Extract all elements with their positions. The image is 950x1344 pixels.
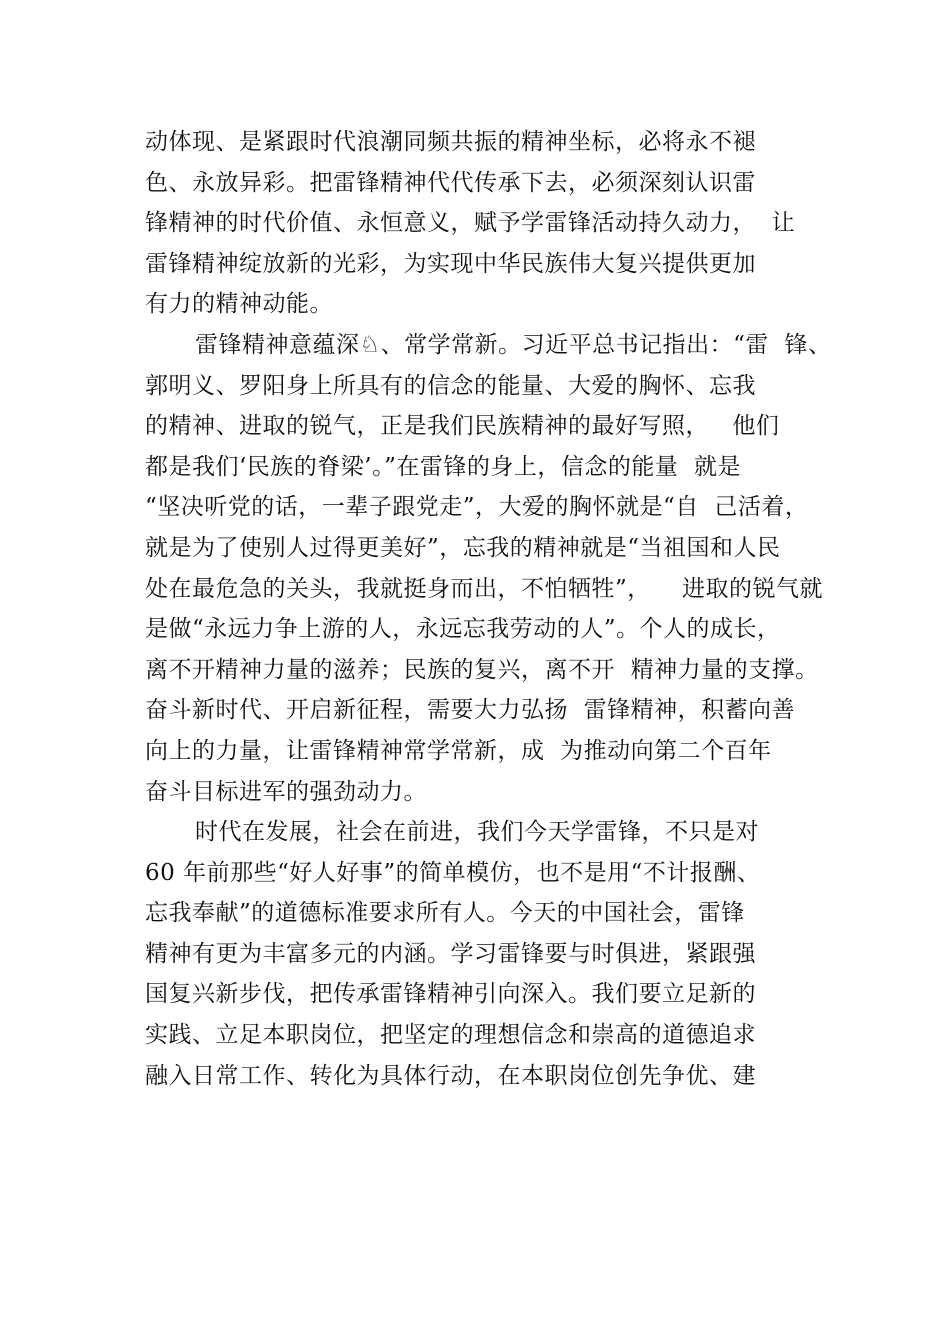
paragraph-1 bbox=[145, 122, 845, 325]
text-line: 忘我奉献”的道德标准要求所有人。今天的中国社会，雷锋 bbox=[145, 900, 745, 927]
text-line: 国复兴新步伐，把传承雷锋精神引向深入。我们要立足新的 bbox=[145, 981, 756, 1008]
text-line: 是做“永远力争上游的人，永远忘我劳动的人”。个人的成长， bbox=[145, 616, 781, 643]
text-line: 60 年前那些“好人好事”的简单模仿，也不是用“不计报酬、 bbox=[145, 859, 761, 886]
text-line: 精神有更为丰富多元的内涵。学习雷锋要与时俱进，紧跟强 bbox=[145, 940, 756, 967]
text-line: 郭明义、罗阳身上所具有的信念的能量、大爱的胸怀、忘我 bbox=[145, 372, 756, 399]
text-line: 实践、立足本职岗位，把坚定的理想信念和崇高的道德追求 bbox=[145, 1022, 756, 1049]
text-line: “坚决听党的话，一辈子跟党走”，大爱的胸怀就是“自 己活着， bbox=[145, 494, 809, 521]
text-line: 奋斗目标进军的强劲动力。 bbox=[145, 778, 427, 805]
text-line: 锋精神的时代价值、永恒意义，赋予学雷锋活动持久动力， 让 bbox=[145, 210, 796, 237]
broken-glyph: ♘ bbox=[359, 331, 381, 358]
text-line: 融入日常工作、转化为具体行动，在本职岗位创先争优、建 bbox=[145, 1062, 756, 1089]
text-line: 雷锋精神绽放新的光彩，为实现中华民族伟大复兴提供更加 bbox=[145, 250, 756, 277]
text-line: 都是我们‘民族的脊梁’。”在雷锋的身上，信念的能量 就是 bbox=[145, 453, 742, 480]
text-line: 就是为了使别人过得更美好”，忘我的精神就是“当祖国和人民 bbox=[145, 534, 781, 561]
text-line: 时代在发展，社会在前进，我们今天学雷锋，不只是对 bbox=[195, 819, 759, 846]
paragraph-2 bbox=[145, 325, 845, 812]
text-line: 奋斗新时代、开启新征程，需要大力弘扬 雷锋精神，积蓄向善 bbox=[145, 697, 796, 724]
text-line: 有力的精神动能。 bbox=[145, 291, 333, 318]
text-line: 向上的力量，让雷锋精神常学常新，成 为推动向第二个百年 bbox=[145, 737, 772, 764]
paragraph-3 bbox=[145, 812, 845, 1096]
text-line: 处在最危急的关头，我就挺身而出，不怕牺牲”， 进取的锐气就 bbox=[145, 575, 824, 602]
text-line: 离不开精神力量的滋养；民族的复兴，离不开 精神力量的支撑。 bbox=[145, 656, 819, 683]
text-line: 的精神、进取的锐气，正是我们民族精神的最好写照， 他们 bbox=[145, 413, 780, 440]
text-line-first bbox=[145, 325, 845, 366]
text-line: 色、永放异彩。把雷锋精神代代传承下去，必须深刻认识雷 bbox=[145, 169, 756, 196]
text-line: 动体现、是紧跟时代浪潮同频共振的精神坐标，必将永不褪 bbox=[145, 129, 756, 155]
text-segment: 雷锋精神意蕴深 bbox=[195, 331, 360, 358]
body-text bbox=[145, 122, 845, 1096]
text-segment: 、常学常新。习近平总书记指出：“雷 锋、 bbox=[380, 331, 832, 358]
